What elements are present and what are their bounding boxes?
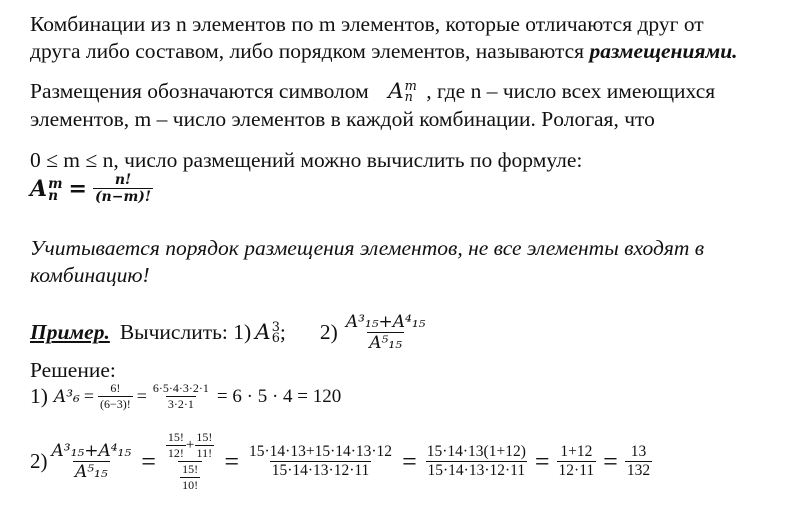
s2-frac-6-den: 132 xyxy=(626,462,651,479)
s1-frac-2-num: 6·5·4·3·2·1 xyxy=(152,381,209,395)
intro-line-1: Комбинации из n элементов по m элементов, которые отличаются друг от xyxy=(30,12,704,36)
s1-frac-2 xyxy=(151,381,211,412)
example-task-text: Вычислить: 1) xyxy=(119,320,252,344)
notation-text-start: Размещения обозначаются символом xyxy=(30,79,369,103)
intro-line-2-text: друга либо составом, либо порядком элементов, называются xyxy=(30,39,590,63)
s2-big-num-b-top: 15! xyxy=(196,430,213,444)
formula-denominator: (n−m)! xyxy=(94,189,152,205)
s2-lhs xyxy=(50,441,134,482)
s1-frac-2-den: 3·2·1 xyxy=(167,397,194,411)
s2-eq-4: = xyxy=(534,446,550,476)
formula-numerator: n! xyxy=(114,172,132,188)
formula-fraction xyxy=(93,172,153,205)
solution-label: Решение: xyxy=(30,358,116,382)
task2-num: A³₁₅+A⁴₁₅ xyxy=(345,312,426,332)
example-line xyxy=(30,312,428,353)
note-line-1: Учитывается порядок размещения элементов, не все элементы входят в xyxy=(30,236,705,260)
task1-sub: 6 xyxy=(271,331,280,346)
solution-1 xyxy=(30,381,341,412)
permutation-formula xyxy=(30,172,153,205)
symbol-anm xyxy=(388,79,417,104)
s2-frac-5 xyxy=(557,443,597,480)
s1-frac-1-num: 6! xyxy=(110,381,121,395)
s2-eq-2: = xyxy=(224,446,239,476)
task2-label: 2) xyxy=(319,320,338,344)
s2-eq-1: = xyxy=(141,446,156,476)
s2-lhs-num: A³₁₅+A⁴₁₅ xyxy=(51,441,132,461)
example-task1 xyxy=(255,320,280,345)
s1-frac-1-den: (6−3)! xyxy=(100,397,131,411)
s2-big-num-a xyxy=(166,430,186,461)
notation-line-3: 0 ≤ m ≤ n, число размещений можно вычислить по формуле: xyxy=(30,148,583,172)
s2-eq-3: = xyxy=(402,446,417,476)
s1-eq-1: = xyxy=(83,386,94,406)
formula-lhs xyxy=(30,176,63,202)
formula-lhs-sub: n xyxy=(48,187,58,204)
symbol-sup: m xyxy=(404,79,417,94)
s2-frac-4-den: 15·14·13·12·11 xyxy=(427,462,526,479)
s2-frac-6 xyxy=(625,443,652,480)
s2-frac-3 xyxy=(247,443,394,480)
s2-big-num-a-top: 15! xyxy=(167,430,184,444)
s1-eq-2: = xyxy=(136,386,147,406)
s2-frac-5-den: 12·11 xyxy=(558,462,595,479)
s1-frac-1 xyxy=(98,381,133,412)
s2-frac-4 xyxy=(425,443,528,480)
s2-frac-4-num: 15·14·13(1+12) xyxy=(426,443,526,460)
s2-big-num-b xyxy=(194,430,214,461)
s2-big-num: 15! 12! + $\frac{15!}{11!}$ xyxy=(167,430,213,460)
example-label: Пример. xyxy=(30,320,110,344)
task1-sup: 3 xyxy=(271,320,280,335)
s2-big-fraction xyxy=(164,430,216,493)
s2-frac-6-num: 13 xyxy=(630,443,647,460)
s1-lhs: A³₆ xyxy=(53,386,80,407)
task2-fraction xyxy=(344,312,428,353)
formula-eq: = xyxy=(68,175,87,202)
s2-label: 2) xyxy=(30,449,48,473)
notation-line-1 xyxy=(30,78,715,105)
s2-eq-5: = xyxy=(603,446,618,476)
formula-lhs-sup: m xyxy=(48,175,63,192)
s2-big-den-top: 15! xyxy=(182,462,199,476)
note-line-2: комбинацию! xyxy=(30,263,150,287)
term-razmeshcheniya: размещениями. xyxy=(589,39,738,63)
s1-label: 1) xyxy=(30,384,48,408)
s2-big-num-b-bottom: 11! xyxy=(196,446,213,460)
solution-2 xyxy=(30,430,652,493)
task2-den: A⁵₁₅ xyxy=(369,333,403,353)
s2-big-num-a-bottom: 12! xyxy=(167,446,184,460)
s2-frac-3-den: 15·14·13·12·11 xyxy=(271,462,370,479)
s2-big-den-frac xyxy=(180,462,200,493)
s2-big-den xyxy=(178,461,202,493)
notation-text-end: , где n – число всех имеющихся xyxy=(426,79,716,103)
s1-result: = 6 · 5 · 4 = 120 xyxy=(216,385,342,407)
s2-big-den-bottom: 10! xyxy=(182,478,199,492)
notation-line-2: элементов, m – число элементов в каждой комбинации. Pологая, что xyxy=(30,107,655,131)
task1-base: A xyxy=(255,320,271,345)
intro-line-2 xyxy=(30,38,738,64)
symbol-sub: n xyxy=(404,90,413,105)
task1-tail: ; xyxy=(279,320,286,344)
symbol-base: A xyxy=(388,79,404,104)
s2-lhs-den: A⁵₁₅ xyxy=(74,462,108,482)
s2-frac-5-num: 1+12 xyxy=(560,443,593,460)
formula-lhs-base: A xyxy=(30,175,48,202)
s2-frac-3-num: 15·14·13+15·14·13·12 xyxy=(249,443,393,460)
